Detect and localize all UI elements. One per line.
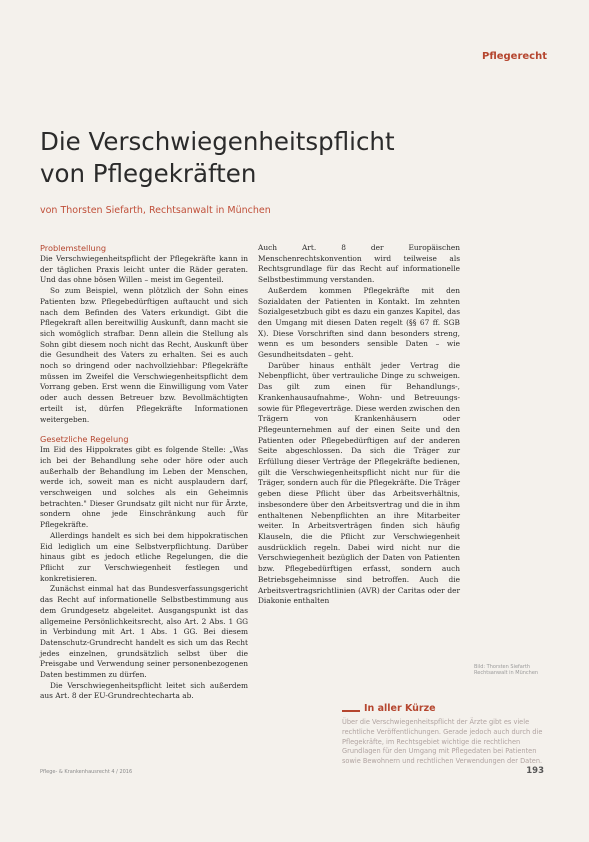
heading-problemstellung: Problemstellung: [40, 243, 107, 253]
article-title: [40, 126, 460, 190]
summary-title: In aller Kürze: [364, 703, 436, 714]
paragraph: Im Eid des Hippokrates gibt es folgende Stelle: „Was ich bei der Behandlung sehe oder höre oder auch außerhalb der Behandlung im Leben der Menschen, werde ich, soweit man es nicht ausplaudern darf, verschweigen und solches als ein Geheimnis betrachten." Dieser Grundsatz gilt nicht nur für Ärzte, sondern ohne jede Einschränkung auch für Pflegekräfte.: [40, 445, 248, 530]
heading-gesetzliche-regelung: Gesetzliche Regelung: [40, 434, 129, 445]
paragraph: Auch Art. 8 der Europäischen Menschenrechtskonvention wird teilweise als Rechtsgrundlage für das Recht auf informationelle Selbstbestimmung verstanden.: [258, 243, 460, 285]
paragraph: Darüber hinaus enthält jeder Vertrag die Nebenpflicht, über vertrauliche Dinge zu schweigen. Das gilt zum einen für Behandlungs-, Krankenhausaufnahme-, Wohn- und Betreuungs- sowie für Pflegeverträge. Diese werden zwischen den Trägern von Krankenhäusern oder Pflegeunternehmen auf der einen Seite und den Patienten oder Pflegebedürftigen auf der anderen Seite abgeschlossen. Da sich die Träger zur Erfüllung dieser Verträge der Pflegekräfte bedienen, gilt die Verschwiegenheitspflicht nicht nur für die Träger, sondern auch für die Pflegekräfte. Die Träger geben diese Pflicht über das Arbeitsverhältnis, insbesondere über den Arbeitsvertrag und die in ihm enthaltenen Nebenpflichten an ihre Mitarbeiter weiter. In Arbeitsverträgen finden sich häufig Klauseln, die die Pflicht zur Verschwiegenheit ausdrücklich regeln. Dabei wird nicht nur die Verschwiegenheit bezüglich der Daten von Patienten bzw. Pflegebedürftigen erfasst, sondern auch Betriebsgeheimnisse sind betroffen. Auch die Arbeitsvertragsrichtlinien (AVR) der Caritas oder der Diakonie enthalten: [258, 360, 460, 606]
page-number: 193: [526, 766, 544, 776]
paragraph: So zum Beispiel, wenn plötzlich der Sohn eines Patienten bzw. Pflegebedürftigen auftaucht und sich nach dem Befinden des Vaters erkundigt. Gibt die Pflegekraft allen bereitwillig Auskunft, dann macht sie sich womöglich strafbar. Denn allein die Stellung als Sohn gibt diesem noch nicht das Recht, Auskunft über die Gesundheit des Vaters zu erhalten. Sei es auch noch so dringend oder nachvollziehbar: Pflegekräfte müssen im Zweifel die Verschwiegenheitspflicht dem Vorrang geben. Erst wenn die Einwilligung vom Vater oder auch dessen Betreuer bzw. Bevollmächtigten erteilt ist, dürfen Pflegekräfte Informationen weitergeben.: [40, 286, 248, 424]
left-column: [40, 243, 248, 702]
paragraph: Die Verschwiegenheitspflicht der Pflegekräfte kann in der täglichen Praxis leicht unter die Räder geraten. Und das ohne bösen Willen – meist im Gegenteil.: [40, 254, 248, 285]
paragraph: Allerdings handelt es sich bei dem hippokratischen Eid lediglich um eine Selbstverpflichtung. Darüber hinaus gibt es jedoch etliche Regelungen, die die Pflicht zur Verschwiegenheit festlegen und konkretisieren.: [40, 530, 248, 583]
author-byline: von Thorsten Siefarth, Rechtsanwalt in München: [40, 205, 271, 216]
summary-rule: [342, 710, 360, 712]
summary-text: Über die Verschwiegenheitspflicht der Ärzte gibt es viele rechtliche Veröffentlichungen. Gerade jedoch auch durch die Pflegekräfte, im Rechtsgebiet wichtige die rechtlichen Grundlagen für den Umgang mit Pflegedaten bei Patienten sowie Bewohnern und rechtlichen Verwendungen der Daten.: [342, 718, 543, 766]
paragraph: Die Verschwiegenheitspflicht leitet sich außerdem aus Art. 8 der EU-Grundrechtecharta ab.: [40, 680, 248, 701]
right-column: [258, 243, 460, 607]
paragraph: Außerdem kommen Pflegekräfte mit den Sozialdaten der Patienten in Kontakt. Im zehnten Sozialgesetzbuch gibt es dazu ein ganzes Kapitel, das den Umgang mit diesen Daten regelt (§§ 67 ff. SGB X). Diese Vorschriften sind dann besonders streng, wenn es um besonders sensible Daten – wie Gesundheitsdaten – geht.: [258, 285, 460, 360]
title-line-1: Die Verschwiegenheitspflicht: [40, 127, 395, 156]
section-label: Pflegerecht: [481, 51, 547, 62]
paragraph: Zunächst einmal hat das Bundesverfassungsgericht das Recht auf informationelle Selbstbestimmung aus dem Grundgesetz abgeleitet. Ausgangspunkt ist das allgemeine Persönlichkeitsrecht, also Art. 2 Abs. 1 GG in Verbindung mit Art. 1 Abs. 1 GG. Bei diesem Datenschutz-Grundrecht handelt es sich um das Recht jedes einzelnen, grundsätzlich selbst über die Preisgabe und Verwendung seiner personenbezogenen Daten bestimmen zu dürfen.: [40, 584, 248, 680]
footer-publication: Pflege- & Krankenhausrecht 4 / 2016: [40, 769, 133, 775]
title-line-2: von Pflegekräften: [40, 159, 257, 188]
photo-caption: Bild: Thorsten Siefarth Rechtsanwalt in München: [474, 664, 539, 677]
